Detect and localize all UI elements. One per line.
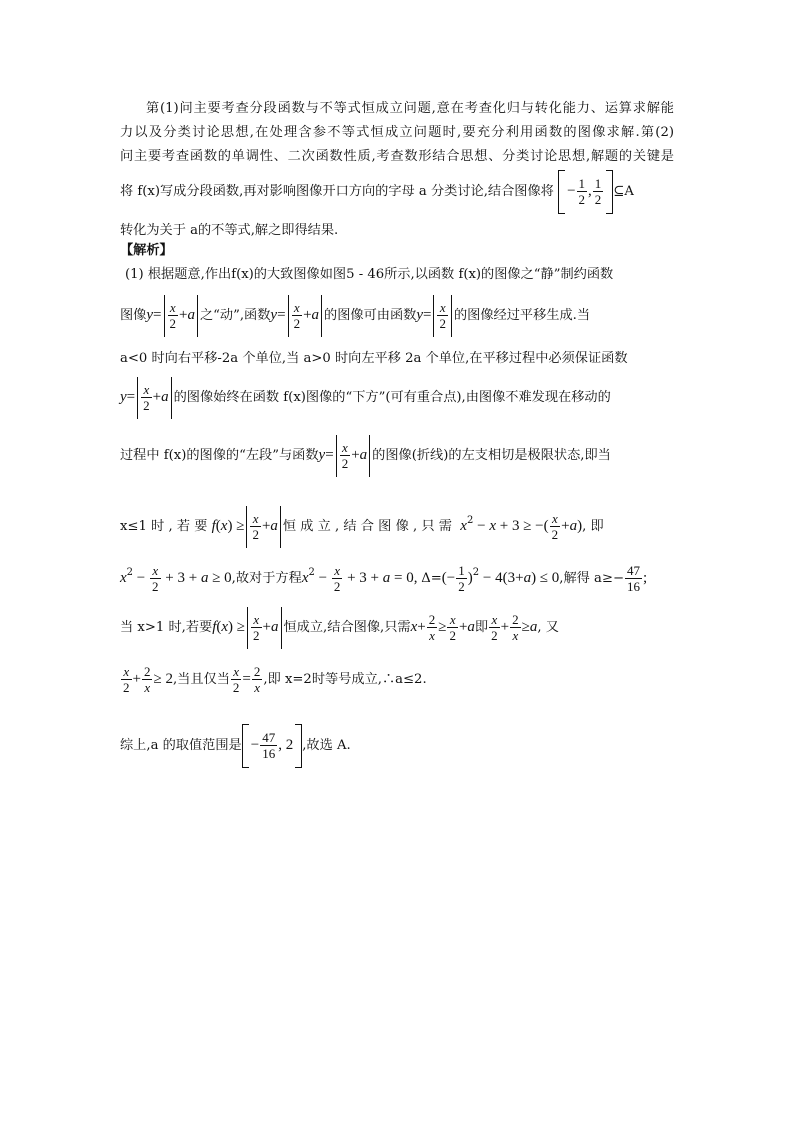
p1-line-2: 力以及分类讨论思想,在处理含参不等式恒成立问题时,要充分利用函数的图像求解.第(2) — [120, 125, 674, 140]
p1-line-1: 第(1)问主要考查分段函数与不等式恒成立问题,意在考查化归与转化能力、运算求解能 — [146, 101, 674, 116]
sol-line-2: 图像y= $\frac{x}{2}$ +a 之“动”,函数y= $\frac{x}{2}$ +a 的图像可由函数y= $\frac{x}{2}$ 的图像经过平移生成.当 — [120, 292, 590, 338]
fraction: $\frac{1}{2}$ — [578, 176, 586, 207]
sol-line-6: x≤1 时 , 若 要 f(x) ≥ $\frac{x}{2}$ +a 恒 成 立 , 结 合 图 像 , 只 需 $x^2 - x + 3$ ≥ −( $\frac{x}{2}$ +a), 即 — [120, 498, 604, 544]
p1-line-4: 将 f(x)写成分段函数,再对影响图像开口方向的字母 a 分类讨论,结合图像将 − $\frac{1}{2}$ , $\frac{1}{2}$ ⊆A — [120, 168, 634, 214]
sol-line-9: $\frac{x}{2}$ + $\frac{2}{x}$ ≥ 2,当且仅当 $\frac{x}{2}$ = $\frac{2}{x}$ ,即 x=2时等号成立,∴a≤2. — [123, 664, 427, 695]
sol-line-8: 当 x>1 时,若要f(x) ≥ $\frac{x}{2}$ +a 恒成立,结合图像,只需x+ $\frac{2}{x}$ ≥ $\frac{x}{2}$ +a即 $\frac{x}{2}$ + $\frac{2}{x}$ ≥a, 又 — [120, 604, 559, 650]
p1-line-5: 转化为关于 a的不等式,解之即得结果. — [120, 223, 339, 238]
sol-line-1: (1) 根据题意,作出f(x)的大致图像如图5 - 46所示,以函数 f(x)的图像之“静”制约函数 — [125, 267, 614, 282]
p1-line-3: 问主要考查函数的单调性、二次函数性质,考查数形结合思想、分类讨论思想,解题的关键是 — [120, 149, 674, 164]
fraction: $\frac{1}{2}$ — [594, 176, 602, 207]
left-bracket — [558, 170, 565, 214]
jiexi-heading: 【解析】 — [120, 243, 173, 258]
sol-line-3: a<0 时向右平移-2a 个单位,当 a>0 时向左平移 2a 个单位,在平移过程中必须保证函数 — [120, 351, 628, 366]
fraction: $\frac{x}{2}$ — [169, 300, 177, 331]
sol-line-4: y= $\frac{x}{2}$ +a 的图像始终在函数 f(x)图像的“下方”(可有重合点),由图像不难发现在移动的 — [120, 374, 611, 420]
sol-line-7: $x^2$ − $\frac{x}{2}$ + 3 + a ≥ 0,故对于方程$x^2$ − $\frac{x}{2}$ + 3 + a = 0, Δ=(− $\frac{1}{2}$ )$^2$ − 4(3+a) ≤ 0,解得 a≥− $\frac{47}{16}$ ; — [120, 563, 648, 594]
sol-line-10: 综上,a 的取值范围是 − $\frac{47}{16}$ , 2 ,故选 A. — [120, 722, 351, 768]
sol-line-5: 过程中 f(x)的图像的“左段”与函数y= $\frac{x}{2}$ +a 的图像(折线)的左支相切是极限状态,即当 — [120, 432, 611, 478]
